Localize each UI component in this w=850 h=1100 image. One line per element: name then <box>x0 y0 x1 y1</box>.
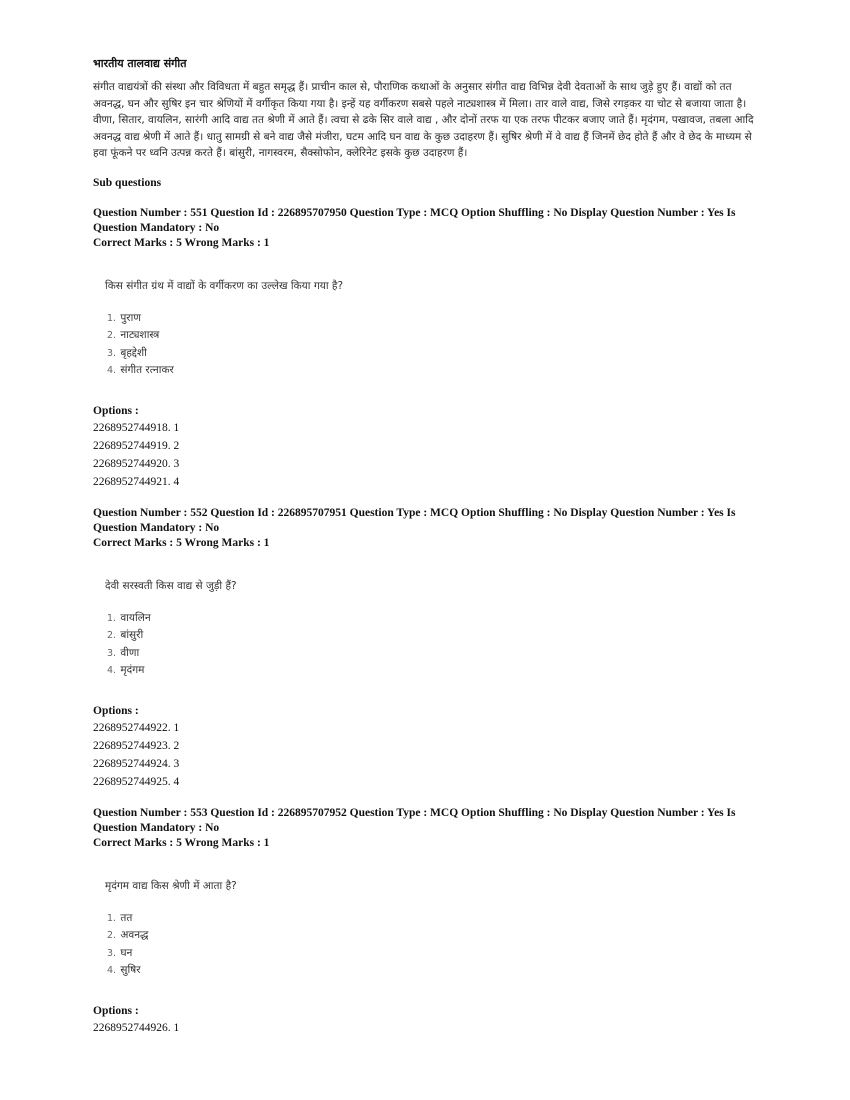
choice-label: सुषिर <box>120 964 141 977</box>
choice-label: बृहद्देशी <box>120 346 147 359</box>
choice-label: वीणा <box>120 646 140 659</box>
choice-item <box>107 662 763 680</box>
choice-list <box>107 310 763 380</box>
choice-item <box>107 345 763 363</box>
choice-item <box>107 910 763 928</box>
question-meta <box>93 206 763 251</box>
question-meta-line: Question Mandatory : No <box>93 821 220 834</box>
choice-number: 1. <box>107 312 117 324</box>
choice-item <box>107 327 763 345</box>
choice-item <box>107 627 763 645</box>
choice-label: पुराण <box>120 311 141 324</box>
choice-label: तत <box>120 911 133 924</box>
choice-number: 4. <box>107 665 117 677</box>
options-label: Options : <box>93 404 139 417</box>
choice-number: 4. <box>107 365 117 377</box>
choice-number: 1. <box>107 612 117 624</box>
question-meta-line: Question Number : 552 Question Id : 226895707951 Question Type : MCQ Option Shuffling : No Display Question Number : Yes Is <box>93 506 736 519</box>
question-block-553 <box>93 806 763 1037</box>
option-id: 2268952744924. 3 <box>93 757 180 770</box>
choice-label: वायलिन <box>120 611 151 624</box>
options-label: Options : <box>93 1004 139 1017</box>
question-meta-line: Question Mandatory : No <box>93 221 220 234</box>
question-meta-line: Question Number : 553 Question Id : 226895707952 Question Type : MCQ Option Shuffling : No Display Question Number : Yes Is <box>93 806 736 819</box>
choice-label: अवनद्ध <box>120 929 149 942</box>
choice-label: संगीत रत्नाकर <box>120 364 174 377</box>
choice-list <box>107 910 763 980</box>
option-id: 2268952744919. 2 <box>93 439 180 452</box>
choice-item <box>107 610 763 628</box>
question-text: देवी सरस्वती किस वाद्य से जुड़ी हैं? <box>105 579 237 592</box>
choice-item <box>107 645 763 663</box>
choice-number: 4. <box>107 965 117 977</box>
choice-item <box>107 310 763 328</box>
choice-label: मृदंगम <box>120 664 145 677</box>
choice-item <box>107 962 763 980</box>
question-meta <box>93 806 763 851</box>
choice-number: 2. <box>107 930 117 942</box>
choice-number: 2. <box>107 630 117 642</box>
question-meta-line: Question Mandatory : No <box>93 521 220 534</box>
choice-number: 3. <box>107 347 117 359</box>
option-id: 2268952744918. 1 <box>93 421 180 434</box>
options-label: Options : <box>93 704 139 717</box>
question-block-551 <box>93 206 763 491</box>
choice-number: 2. <box>107 330 117 342</box>
option-id: 2268952744923. 2 <box>93 739 180 752</box>
option-id: 2268952744922. 1 <box>93 721 180 734</box>
choice-number: 3. <box>107 947 117 959</box>
choice-item <box>107 362 763 380</box>
question-meta-line: Question Number : 551 Question Id : 226895707950 Question Type : MCQ Option Shuffling : No Display Question Number : Yes Is <box>93 206 736 219</box>
sub-questions-heading: Sub questions <box>93 176 162 189</box>
choice-number: 3. <box>107 647 117 659</box>
choice-label: बांसुरी <box>120 629 144 642</box>
passage-text: संगीत वाद्ययंत्रों की संस्था और विविधता में बहुत समृद्ध हैं। प्राचीन काल से, पौराणिक कथाओं के अनुसार संगीत वाद्य विभिन्न देवी देवताओं के साथ जुड़े हुए हैं। वाद्यों को तत अवनद्ध, घन और सुषिर इन चार श्रेणियों में वर्गीकृत किया गया है। इन्हें यह वर्गीकरण सबसे पहले नाट्यशास्त्र में मिला। तार वाले वाद्य, जिसे रगड़कर या चोट से बजाया जाता है। वीणा, सितार, वायलिन, सारंगी आदि वाद्य तत श्रेणी में आते हैं। त्वचा से ढके सिर वाले वाद्य , और दोनों तरफ या एक तरफ पीटकर बजाए जाते हैं। मृदंगम, पखावज, तबला आदि अवनद्ध वाद्य श्रेणी में आते हैं। धातु सामग्री से बने वाद्य जैसे मंजीरा, घटम आदि घन वाद्य के कुछ उदाहरण हैं। सुषिर श्रेणी में वे वाद्य हैं जिनमें छेद होते हैं और वे छेद के माध्यम से हवा फूंकने पर ध्वनि उत्पन्न करते हैं। बांसुरी, नागस्वरम, सैक्सोफोन, क्लेरिनेट इसके कुछ उदाहरण हैं। <box>93 81 754 160</box>
question-meta <box>93 506 763 551</box>
choice-list <box>107 610 763 680</box>
question-block-552 <box>93 506 763 791</box>
document-page <box>93 56 763 1037</box>
question-text: मृदंगम वाद्य किस श्रेणी में आता है? <box>105 879 237 892</box>
option-id: 2268952744920. 3 <box>93 457 180 470</box>
option-id: 2268952744921. 4 <box>93 475 180 488</box>
question-marks: Correct Marks : 5 Wrong Marks : 1 <box>93 236 270 249</box>
option-id: 2268952744925. 4 <box>93 775 180 788</box>
choice-item <box>107 927 763 945</box>
question-text: किस संगीत ग्रंथ में वाद्यों के वर्गीकरण का उल्लेख किया गया है? <box>105 279 344 292</box>
passage-title: भारतीय तालवाद्य संगीत <box>93 57 187 70</box>
choice-label: नाट्यशास्त्र <box>120 329 160 342</box>
choice-label: घन <box>120 946 133 959</box>
question-marks: Correct Marks : 5 Wrong Marks : 1 <box>93 836 270 849</box>
question-marks: Correct Marks : 5 Wrong Marks : 1 <box>93 536 270 549</box>
choice-item <box>107 945 763 963</box>
option-id: 2268952744926. 1 <box>93 1021 180 1034</box>
choice-number: 1. <box>107 912 117 924</box>
